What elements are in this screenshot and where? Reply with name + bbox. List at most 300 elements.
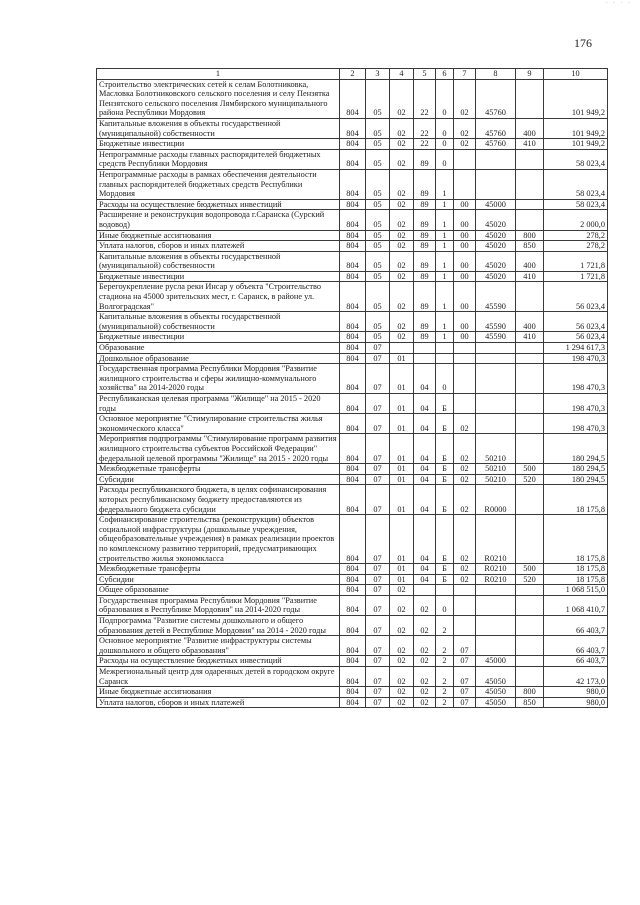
cell-csr-program: 89 [414, 169, 436, 199]
cell-rz: 05 [366, 118, 390, 138]
cell-vr [516, 656, 544, 667]
cell-name: Межбюджетные трансферты [97, 464, 340, 475]
cell-pr: 01 [390, 353, 414, 364]
cell-csr-subprogram: 1 [436, 241, 454, 252]
cell-gp: 804 [340, 636, 366, 656]
cell-csr-subprogram: 1 [436, 210, 454, 230]
cell-amount: 42 173,0 [544, 667, 608, 687]
cell-pr: 02 [390, 616, 414, 636]
cell-csr-direction: 45050 [476, 697, 516, 708]
cell-amount: 56 023,4 [544, 332, 608, 343]
cell-csr-direction: 45050 [476, 687, 516, 698]
table-row [97, 687, 608, 698]
cell-csr-subprogram: 2 [436, 667, 454, 687]
cell-csr-direction [476, 364, 516, 394]
cell-csr-event: 02 [454, 414, 476, 434]
cell-csr-event: 00 [454, 251, 476, 271]
cell-rz: 07 [366, 585, 390, 596]
cell-csr-program: 04 [414, 434, 436, 464]
cell-name: Межбюджетные трансферты [97, 564, 340, 575]
header-cell-3: 3 [366, 69, 390, 80]
cell-pr: 02 [390, 585, 414, 596]
cell-name: Софинансирование строительства (реконструкции) объектов социальной инфраструктуры (дошкольные учреждения, общеобразовательные учреждения) в рамках реализации проектов по комплексному развитию территорий, предусматривающих строительство жилья экономкласса [97, 515, 340, 564]
cell-csr-program: 89 [414, 271, 436, 282]
cell-csr-direction: 45590 [476, 282, 516, 312]
cell-vr [516, 394, 544, 414]
cell-rz: 05 [366, 230, 390, 241]
cell-csr-program: 02 [414, 667, 436, 687]
cell-vr [516, 79, 544, 118]
cell-pr: 02 [390, 667, 414, 687]
cell-name: Мероприятия подпрограммы "Стимулирование программ развития жилищного строительства субъектов Российской Федерации" федеральной целевой программы "Жилище" на 2015 - 2020 годы [97, 434, 340, 464]
cell-vr: 850 [516, 241, 544, 252]
cell-gp: 804 [340, 241, 366, 252]
cell-name: Государственная программа Республики Мордовия "Развитие образования в Республике Мордовия" на 2014-2020 годы [97, 595, 340, 615]
cell-amount: 2 000,0 [544, 210, 608, 230]
cell-amount: 980,0 [544, 687, 608, 698]
cell-csr-direction: 45590 [476, 332, 516, 343]
cell-name: Субсидии [97, 474, 340, 485]
table-row [97, 139, 608, 150]
cell-vr: 500 [516, 464, 544, 475]
cell-csr-subprogram: 1 [436, 230, 454, 241]
cell-gp: 804 [340, 169, 366, 199]
cell-rz: 07 [366, 414, 390, 434]
cell-csr-subprogram: Б [436, 414, 454, 434]
cell-vr: 800 [516, 687, 544, 698]
cell-name: Уплата налогов, сборов и иных платежей [97, 241, 340, 252]
cell-csr-event [454, 364, 476, 394]
cell-csr-direction: 45020 [476, 210, 516, 230]
cell-gp: 804 [340, 139, 366, 150]
cell-csr-direction: 50210 [476, 434, 516, 464]
cell-vr [516, 616, 544, 636]
cell-pr: 01 [390, 414, 414, 434]
cell-csr-subprogram: 2 [436, 697, 454, 708]
cell-csr-subprogram: 2 [436, 687, 454, 698]
cell-csr-event: 00 [454, 282, 476, 312]
cell-pr: 02 [390, 332, 414, 343]
cell-vr: 400 [516, 312, 544, 332]
table-row [97, 169, 608, 199]
cell-name: Расширение и реконструкция водопровода г.Саранска (Сурский водовод) [97, 210, 340, 230]
cell-rz: 05 [366, 199, 390, 210]
cell-csr-direction: 45050 [476, 667, 516, 687]
cell-rz: 07 [366, 364, 390, 394]
cell-csr-subprogram: 1 [436, 169, 454, 199]
table-row [97, 394, 608, 414]
cell-csr-event [454, 149, 476, 169]
cell-csr-subprogram: 1 [436, 251, 454, 271]
cell-gp: 804 [340, 687, 366, 698]
cell-csr-subprogram: 0 [436, 149, 454, 169]
table-row [97, 79, 608, 118]
cell-rz: 05 [366, 332, 390, 343]
cell-rz: 07 [366, 667, 390, 687]
cell-name: Непрограммные расходы в рамках обеспечения деятельности главных распорядителей бюджетных средств Республики Мордовия [97, 169, 340, 199]
cell-vr [516, 364, 544, 394]
cell-rz: 07 [366, 515, 390, 564]
cell-csr-program: 89 [414, 332, 436, 343]
cell-pr: 02 [390, 282, 414, 312]
cell-csr-direction [476, 585, 516, 596]
cell-csr-subprogram: Б [436, 485, 454, 515]
cell-rz: 07 [366, 687, 390, 698]
cell-csr-subprogram: Б [436, 474, 454, 485]
header-cell-7: 7 [454, 69, 476, 80]
cell-csr-direction [476, 343, 516, 354]
cell-csr-program: 04 [414, 474, 436, 485]
table-row [97, 241, 608, 252]
cell-gp: 804 [340, 332, 366, 343]
table-row [97, 656, 608, 667]
cell-csr-direction: 45760 [476, 79, 516, 118]
cell-gp: 804 [340, 199, 366, 210]
cell-csr-subprogram: 0 [436, 139, 454, 150]
scan-mark: - - - - [605, 0, 632, 6]
table-row [97, 474, 608, 485]
header-cell-2: 2 [340, 69, 366, 80]
cell-csr-event: 07 [454, 636, 476, 656]
header-cell-10: 10 [544, 69, 608, 80]
cell-rz: 07 [366, 656, 390, 667]
cell-vr: 410 [516, 332, 544, 343]
cell-amount: 278,2 [544, 230, 608, 241]
cell-csr-event: 02 [454, 574, 476, 585]
cell-csr-program: 04 [414, 394, 436, 414]
cell-amount: 1 068 515,0 [544, 585, 608, 596]
cell-name: Расходы на осуществление бюджетных инвестиций [97, 656, 340, 667]
cell-vr [516, 595, 544, 615]
cell-amount: 56 023,4 [544, 312, 608, 332]
cell-csr-program: 04 [414, 515, 436, 564]
cell-amount: 1 294 617,3 [544, 343, 608, 354]
cell-amount: 58 023,4 [544, 169, 608, 199]
cell-csr-direction [476, 169, 516, 199]
cell-name: Уплата налогов, сборов и иных платежей [97, 697, 340, 708]
cell-rz: 07 [366, 595, 390, 615]
cell-gp: 804 [340, 667, 366, 687]
cell-name: Основное мероприятие "Развитие инфраструктуры системы дошкольного и общего образования" [97, 636, 340, 656]
cell-csr-program: 22 [414, 118, 436, 138]
cell-csr-subprogram: 1 [436, 199, 454, 210]
cell-csr-event: 00 [454, 271, 476, 282]
cell-csr-direction [476, 616, 516, 636]
cell-pr: 02 [390, 636, 414, 656]
table-row [97, 210, 608, 230]
cell-csr-direction: 50210 [476, 464, 516, 475]
cell-csr-program: 04 [414, 485, 436, 515]
cell-csr-direction: 45020 [476, 251, 516, 271]
cell-pr: 01 [390, 394, 414, 414]
cell-csr-program [414, 343, 436, 354]
cell-vr [516, 414, 544, 434]
cell-amount: 101 949,2 [544, 118, 608, 138]
table-row [97, 271, 608, 282]
cell-gp: 804 [340, 485, 366, 515]
cell-rz: 07 [366, 574, 390, 585]
cell-pr: 01 [390, 515, 414, 564]
cell-name: Капитальные вложения в объекты государственной (муниципальной) собственности [97, 312, 340, 332]
cell-vr [516, 636, 544, 656]
cell-gp: 804 [340, 282, 366, 312]
cell-csr-direction: R0210 [476, 564, 516, 575]
header-cell-1: 1 [97, 69, 340, 80]
cell-csr-event [454, 394, 476, 414]
cell-gp: 804 [340, 414, 366, 434]
table-row [97, 636, 608, 656]
cell-vr: 500 [516, 564, 544, 575]
cell-csr-subprogram: Б [436, 464, 454, 475]
cell-amount: 980,0 [544, 697, 608, 708]
cell-csr-event: 00 [454, 230, 476, 241]
cell-csr-program: 89 [414, 210, 436, 230]
cell-csr-program: 02 [414, 687, 436, 698]
cell-vr [516, 169, 544, 199]
cell-csr-subprogram: 2 [436, 636, 454, 656]
cell-csr-program: 02 [414, 656, 436, 667]
cell-pr: 02 [390, 697, 414, 708]
cell-csr-event: 00 [454, 241, 476, 252]
table-row [97, 515, 608, 564]
table-row [97, 616, 608, 636]
cell-csr-subprogram: Б [436, 564, 454, 575]
table-row [97, 564, 608, 575]
cell-csr-event: 02 [454, 79, 476, 118]
cell-csr-direction: R0210 [476, 515, 516, 564]
cell-amount: 101 949,2 [544, 79, 608, 118]
table-row [97, 697, 608, 708]
cell-pr: 01 [390, 574, 414, 585]
cell-gp: 804 [340, 616, 366, 636]
cell-gp: 804 [340, 474, 366, 485]
cell-csr-direction: R0210 [476, 574, 516, 585]
cell-amount: 58 023,4 [544, 199, 608, 210]
cell-pr: 01 [390, 464, 414, 475]
cell-gp: 804 [340, 697, 366, 708]
table-row [97, 353, 608, 364]
table-row [97, 574, 608, 585]
cell-rz: 07 [366, 464, 390, 475]
page-number: 176 [574, 36, 592, 50]
cell-csr-subprogram [436, 585, 454, 596]
cell-csr-event: 00 [454, 210, 476, 230]
table-row [97, 364, 608, 394]
cell-gp: 804 [340, 434, 366, 464]
cell-vr [516, 485, 544, 515]
cell-pr: 01 [390, 364, 414, 394]
cell-csr-event [454, 585, 476, 596]
cell-csr-program: 89 [414, 241, 436, 252]
cell-csr-direction: 45020 [476, 230, 516, 241]
cell-gp: 804 [340, 585, 366, 596]
cell-csr-direction: 45020 [476, 271, 516, 282]
cell-rz: 05 [366, 210, 390, 230]
cell-csr-program: 89 [414, 251, 436, 271]
cell-gp: 804 [340, 312, 366, 332]
cell-csr-event: 02 [454, 434, 476, 464]
cell-csr-subprogram [436, 343, 454, 354]
cell-pr: 01 [390, 485, 414, 515]
cell-csr-program: 89 [414, 199, 436, 210]
table-row [97, 149, 608, 169]
cell-vr: 800 [516, 230, 544, 241]
cell-vr [516, 343, 544, 354]
cell-csr-subprogram: 0 [436, 118, 454, 138]
cell-csr-event: 07 [454, 667, 476, 687]
cell-csr-program: 04 [414, 564, 436, 575]
cell-amount: 180 294,5 [544, 434, 608, 464]
cell-csr-subprogram: 0 [436, 364, 454, 394]
cell-gp: 804 [340, 79, 366, 118]
cell-vr [516, 149, 544, 169]
cell-gp: 804 [340, 515, 366, 564]
cell-vr: 850 [516, 697, 544, 708]
cell-csr-program: 04 [414, 364, 436, 394]
cell-rz: 07 [366, 434, 390, 464]
cell-name: Иные бюджетные ассигнования [97, 230, 340, 241]
cell-gp: 804 [340, 149, 366, 169]
cell-csr-event: 02 [454, 474, 476, 485]
cell-csr-event: 02 [454, 515, 476, 564]
table-row [97, 414, 608, 434]
cell-csr-program: 89 [414, 230, 436, 241]
cell-pr: 02 [390, 312, 414, 332]
cell-csr-program: 02 [414, 595, 436, 615]
cell-csr-subprogram [436, 353, 454, 364]
cell-pr: 02 [390, 241, 414, 252]
cell-vr: 520 [516, 574, 544, 585]
cell-csr-program: 04 [414, 574, 436, 585]
cell-name: Дошкольное образование [97, 353, 340, 364]
cell-rz: 05 [366, 169, 390, 199]
table-row [97, 118, 608, 138]
cell-csr-direction: 50210 [476, 474, 516, 485]
cell-amount: 58 023,4 [544, 149, 608, 169]
cell-csr-direction [476, 149, 516, 169]
cell-csr-subprogram: Б [436, 515, 454, 564]
cell-csr-event [454, 169, 476, 199]
cell-rz: 07 [366, 636, 390, 656]
cell-csr-direction [476, 414, 516, 434]
cell-csr-program: 89 [414, 282, 436, 312]
cell-name: Бюджетные инвестиции [97, 332, 340, 343]
cell-pr: 02 [390, 149, 414, 169]
cell-csr-subprogram: Б [436, 574, 454, 585]
cell-pr: 02 [390, 199, 414, 210]
cell-vr [516, 210, 544, 230]
cell-amount: 18 175,8 [544, 564, 608, 575]
cell-gp: 804 [340, 271, 366, 282]
cell-pr: 02 [390, 210, 414, 230]
cell-csr-program: 22 [414, 139, 436, 150]
cell-pr: 01 [390, 564, 414, 575]
cell-csr-event: 02 [454, 485, 476, 515]
cell-name: Межрегиональный центр для одаренных детей в городском округе Саранск [97, 667, 340, 687]
table-row [97, 485, 608, 515]
cell-csr-direction: 45000 [476, 656, 516, 667]
cell-gp: 804 [340, 230, 366, 241]
cell-csr-program: 04 [414, 414, 436, 434]
cell-gp: 804 [340, 574, 366, 585]
cell-amount: 180 294,5 [544, 474, 608, 485]
cell-pr: 02 [390, 687, 414, 698]
cell-rz: 05 [366, 241, 390, 252]
cell-vr: 410 [516, 271, 544, 282]
cell-rz: 05 [366, 271, 390, 282]
cell-rz: 07 [366, 394, 390, 414]
cell-gp: 804 [340, 656, 366, 667]
cell-csr-program: 04 [414, 464, 436, 475]
cell-csr-direction: 45000 [476, 199, 516, 210]
cell-amount: 1 068 410,7 [544, 595, 608, 615]
cell-amount: 278,2 [544, 241, 608, 252]
cell-amount: 180 294,5 [544, 464, 608, 475]
cell-csr-subprogram: 1 [436, 312, 454, 332]
cell-name: Субсидии [97, 574, 340, 585]
cell-amount: 1 721,8 [544, 271, 608, 282]
cell-csr-subprogram: Б [436, 434, 454, 464]
cell-name: Основное мероприятие "Стимулирование строительства жилья экономического класса" [97, 414, 340, 434]
cell-pr: 02 [390, 595, 414, 615]
cell-rz: 07 [366, 343, 390, 354]
cell-csr-direction: 45590 [476, 312, 516, 332]
table-row [97, 312, 608, 332]
cell-name: Образование [97, 343, 340, 354]
cell-csr-program [414, 353, 436, 364]
table-row [97, 332, 608, 343]
cell-amount: 18 175,8 [544, 515, 608, 564]
cell-name: Общее образование [97, 585, 340, 596]
table-row [97, 595, 608, 615]
cell-vr [516, 515, 544, 564]
cell-csr-event: 00 [454, 199, 476, 210]
table-row [97, 199, 608, 210]
cell-name: Капитальные вложения в объекты государственной (муниципальной) собственности [97, 118, 340, 138]
cell-csr-program: 22 [414, 79, 436, 118]
cell-name: Непрограммные расходы главных распорядителей бюджетных средств Республики Мордовия [97, 149, 340, 169]
header-cell-4: 4 [390, 69, 414, 80]
cell-vr [516, 667, 544, 687]
cell-vr [516, 434, 544, 464]
cell-csr-program: 02 [414, 697, 436, 708]
cell-vr [516, 585, 544, 596]
cell-csr-direction [476, 353, 516, 364]
budget-table [96, 68, 608, 708]
cell-vr: 400 [516, 251, 544, 271]
cell-gp: 804 [340, 251, 366, 271]
cell-rz: 07 [366, 485, 390, 515]
cell-rz: 05 [366, 312, 390, 332]
cell-amount: 198 470,3 [544, 414, 608, 434]
cell-pr: 02 [390, 230, 414, 241]
cell-pr [390, 343, 414, 354]
cell-vr [516, 282, 544, 312]
cell-rz: 05 [366, 282, 390, 312]
cell-csr-program: 89 [414, 149, 436, 169]
cell-vr [516, 353, 544, 364]
cell-csr-event [454, 616, 476, 636]
cell-csr-subprogram: 2 [436, 656, 454, 667]
cell-amount: 18 175,8 [544, 485, 608, 515]
cell-csr-event: 02 [454, 564, 476, 575]
cell-amount: 198 470,3 [544, 353, 608, 364]
cell-pr: 02 [390, 118, 414, 138]
cell-csr-event [454, 343, 476, 354]
cell-rz: 07 [366, 564, 390, 575]
cell-amount: 18 175,8 [544, 574, 608, 585]
cell-name: Капитальные вложения в объекты государственной (муниципальной) собственности [97, 251, 340, 271]
